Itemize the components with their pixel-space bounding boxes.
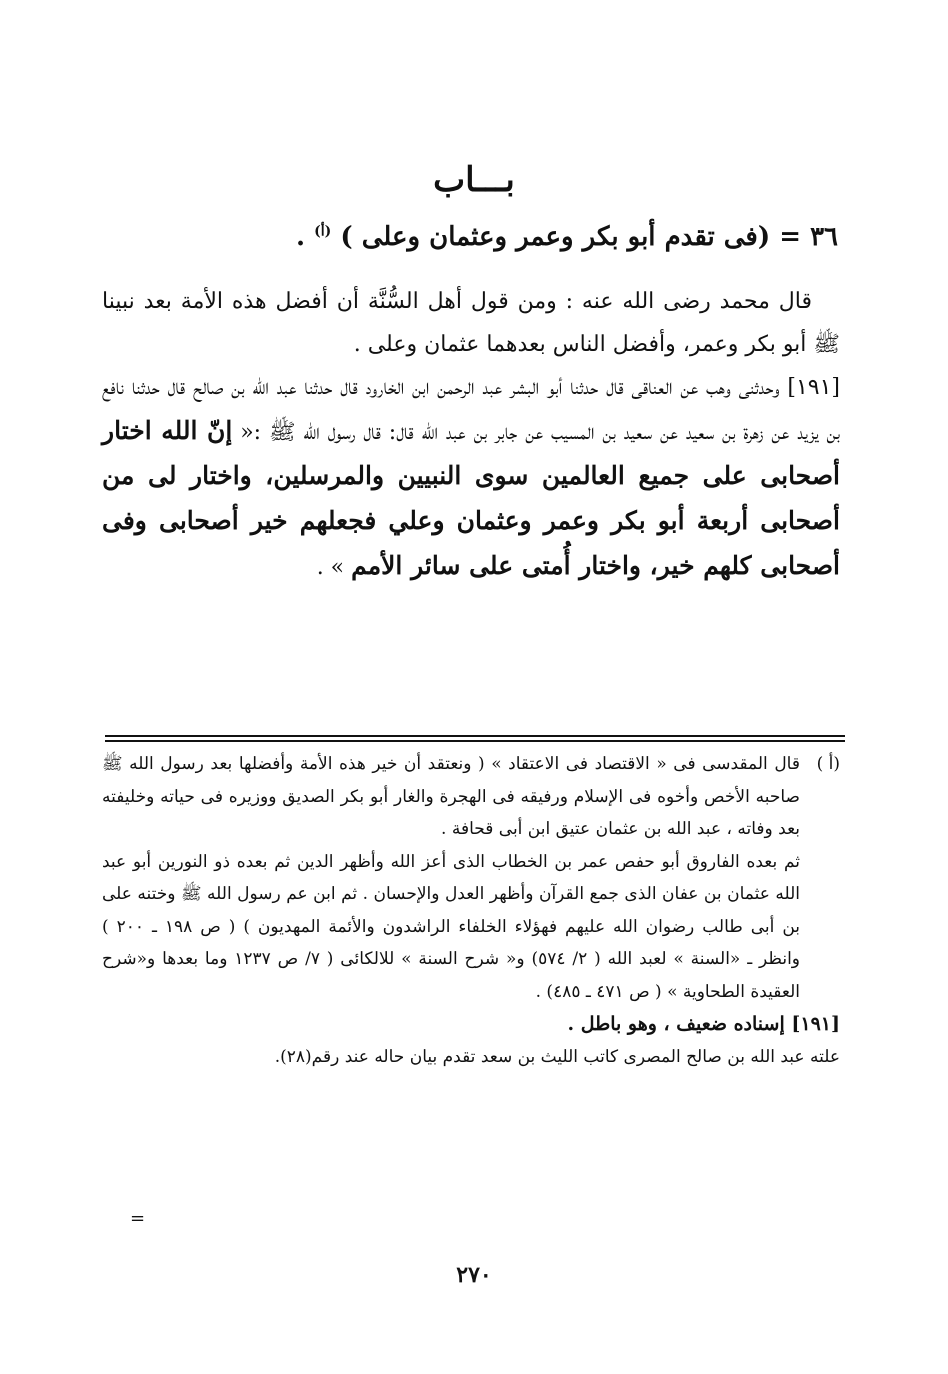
chapter-title-end: .: [296, 222, 306, 252]
hadith-isnad: وحدثنى وهب عن العناقى قال حدثنا أبو البشر عبد الرحمن ابن الخارود قال حدثنا عبد الله بن صالح قال حدثنا نافع بن يزيد عن زهرة بن سعيد عن سعيد بن المسيب عن جابر بن عبد الله قال: قال رسول الله ﷺ :«: [102, 375, 840, 445]
chapter-title-text: ٣٦ = (فى تقدم أبو بكر وعمر وعثمان وعلى ): [340, 222, 838, 252]
hadith-number: [١٩١]: [787, 375, 840, 400]
footnote-a: [102, 748, 840, 846]
chapter-title: [296, 222, 838, 252]
main-text: [102, 280, 840, 589]
page-number: ٢٧٠: [456, 1262, 492, 1288]
continuation-marker: =: [130, 1208, 146, 1229]
footnote-label: (أ ): [816, 754, 840, 774]
footnote-continuation: ثم بعده الفاروق أبو حفص عمر بن الخطاب الذى أعز الله وأظهر الدين ثم بعده ذو النورين أبو عبد الله عثمان بن عفان الذى جمع القرآن وأظهر العدل والإحسان . ثم ابن عم رسول الله ﷺ وختنه على بن أبى طالب رضوان الله عليهم فهؤلاء الخلفاء الراشدون والأئمة المهديون ) ( ص ١٩٨ ـ ٢٠٠ ) وانظر ـ «السنة » لعبد الله ( ٢/ ٥٧٤) و« شرح السنة » للالكائى ( ٧/ ص ١٢٣٧ وما بعدها و«شرح العقيدة الطحاوية » ( ص ٤٧١ ـ ٤٨٥) .: [102, 851, 801, 1002]
hadith-paragraph: [102, 366, 840, 589]
section-heading: بـــاب: [433, 160, 515, 200]
hadith-grade-ref: [١٩١]: [791, 1013, 840, 1035]
footnote-reference: (أ): [314, 223, 332, 240]
hadith-end: » .: [316, 555, 345, 580]
hadith-grade: [102, 1008, 840, 1041]
hadith-defect: علته عبد الله بن صالح المصرى كاتب الليث بن سعد تقدم بيان حاله عند رقم(٢٨).: [274, 1046, 840, 1067]
footnote-divider: [105, 740, 845, 742]
footnotes: [102, 748, 840, 1073]
intro-paragraph: قال محمد رضى الله عنه : ومن قول أهل السُّنَّة أن أفضل هذه الأمة بعد نبينا ﷺ أبو بكر وعمر، وأفضل الناس بعدهما عثمان وعلى .: [102, 289, 840, 357]
footnote-text: قال المقدسى فى « الاقتصاد فى الاعتقاد » ( ونعتقد أن خير هذه الأمة وأفضلها بعد رسول الله ﷺ صاحبه الأخص وأخوه فى الإسلام ورفيقه فى الهجرة والغار أبو بكر الصديق ووزيره فى حياته وخليفته بعد وفاته ، عبد الله بن عثمان عتيق ابن أبى قحافة .: [102, 754, 800, 839]
hadith-matn: إنّ الله اختار أصحابى على جميع العالمين سوى النبيين والمرسلين، واختار لى من أصحابى أربعة أبو بكر وعمر وعثمان وعلي فجعلهم خير أصحابى وفى أصحابى كلهم خير، واختار أُمتى على سائر الأمم: [102, 416, 840, 580]
hadith-grade-text: إسناده ضعيف ، وهو باطل .: [567, 1013, 785, 1035]
footnote-divider: [105, 735, 845, 737]
